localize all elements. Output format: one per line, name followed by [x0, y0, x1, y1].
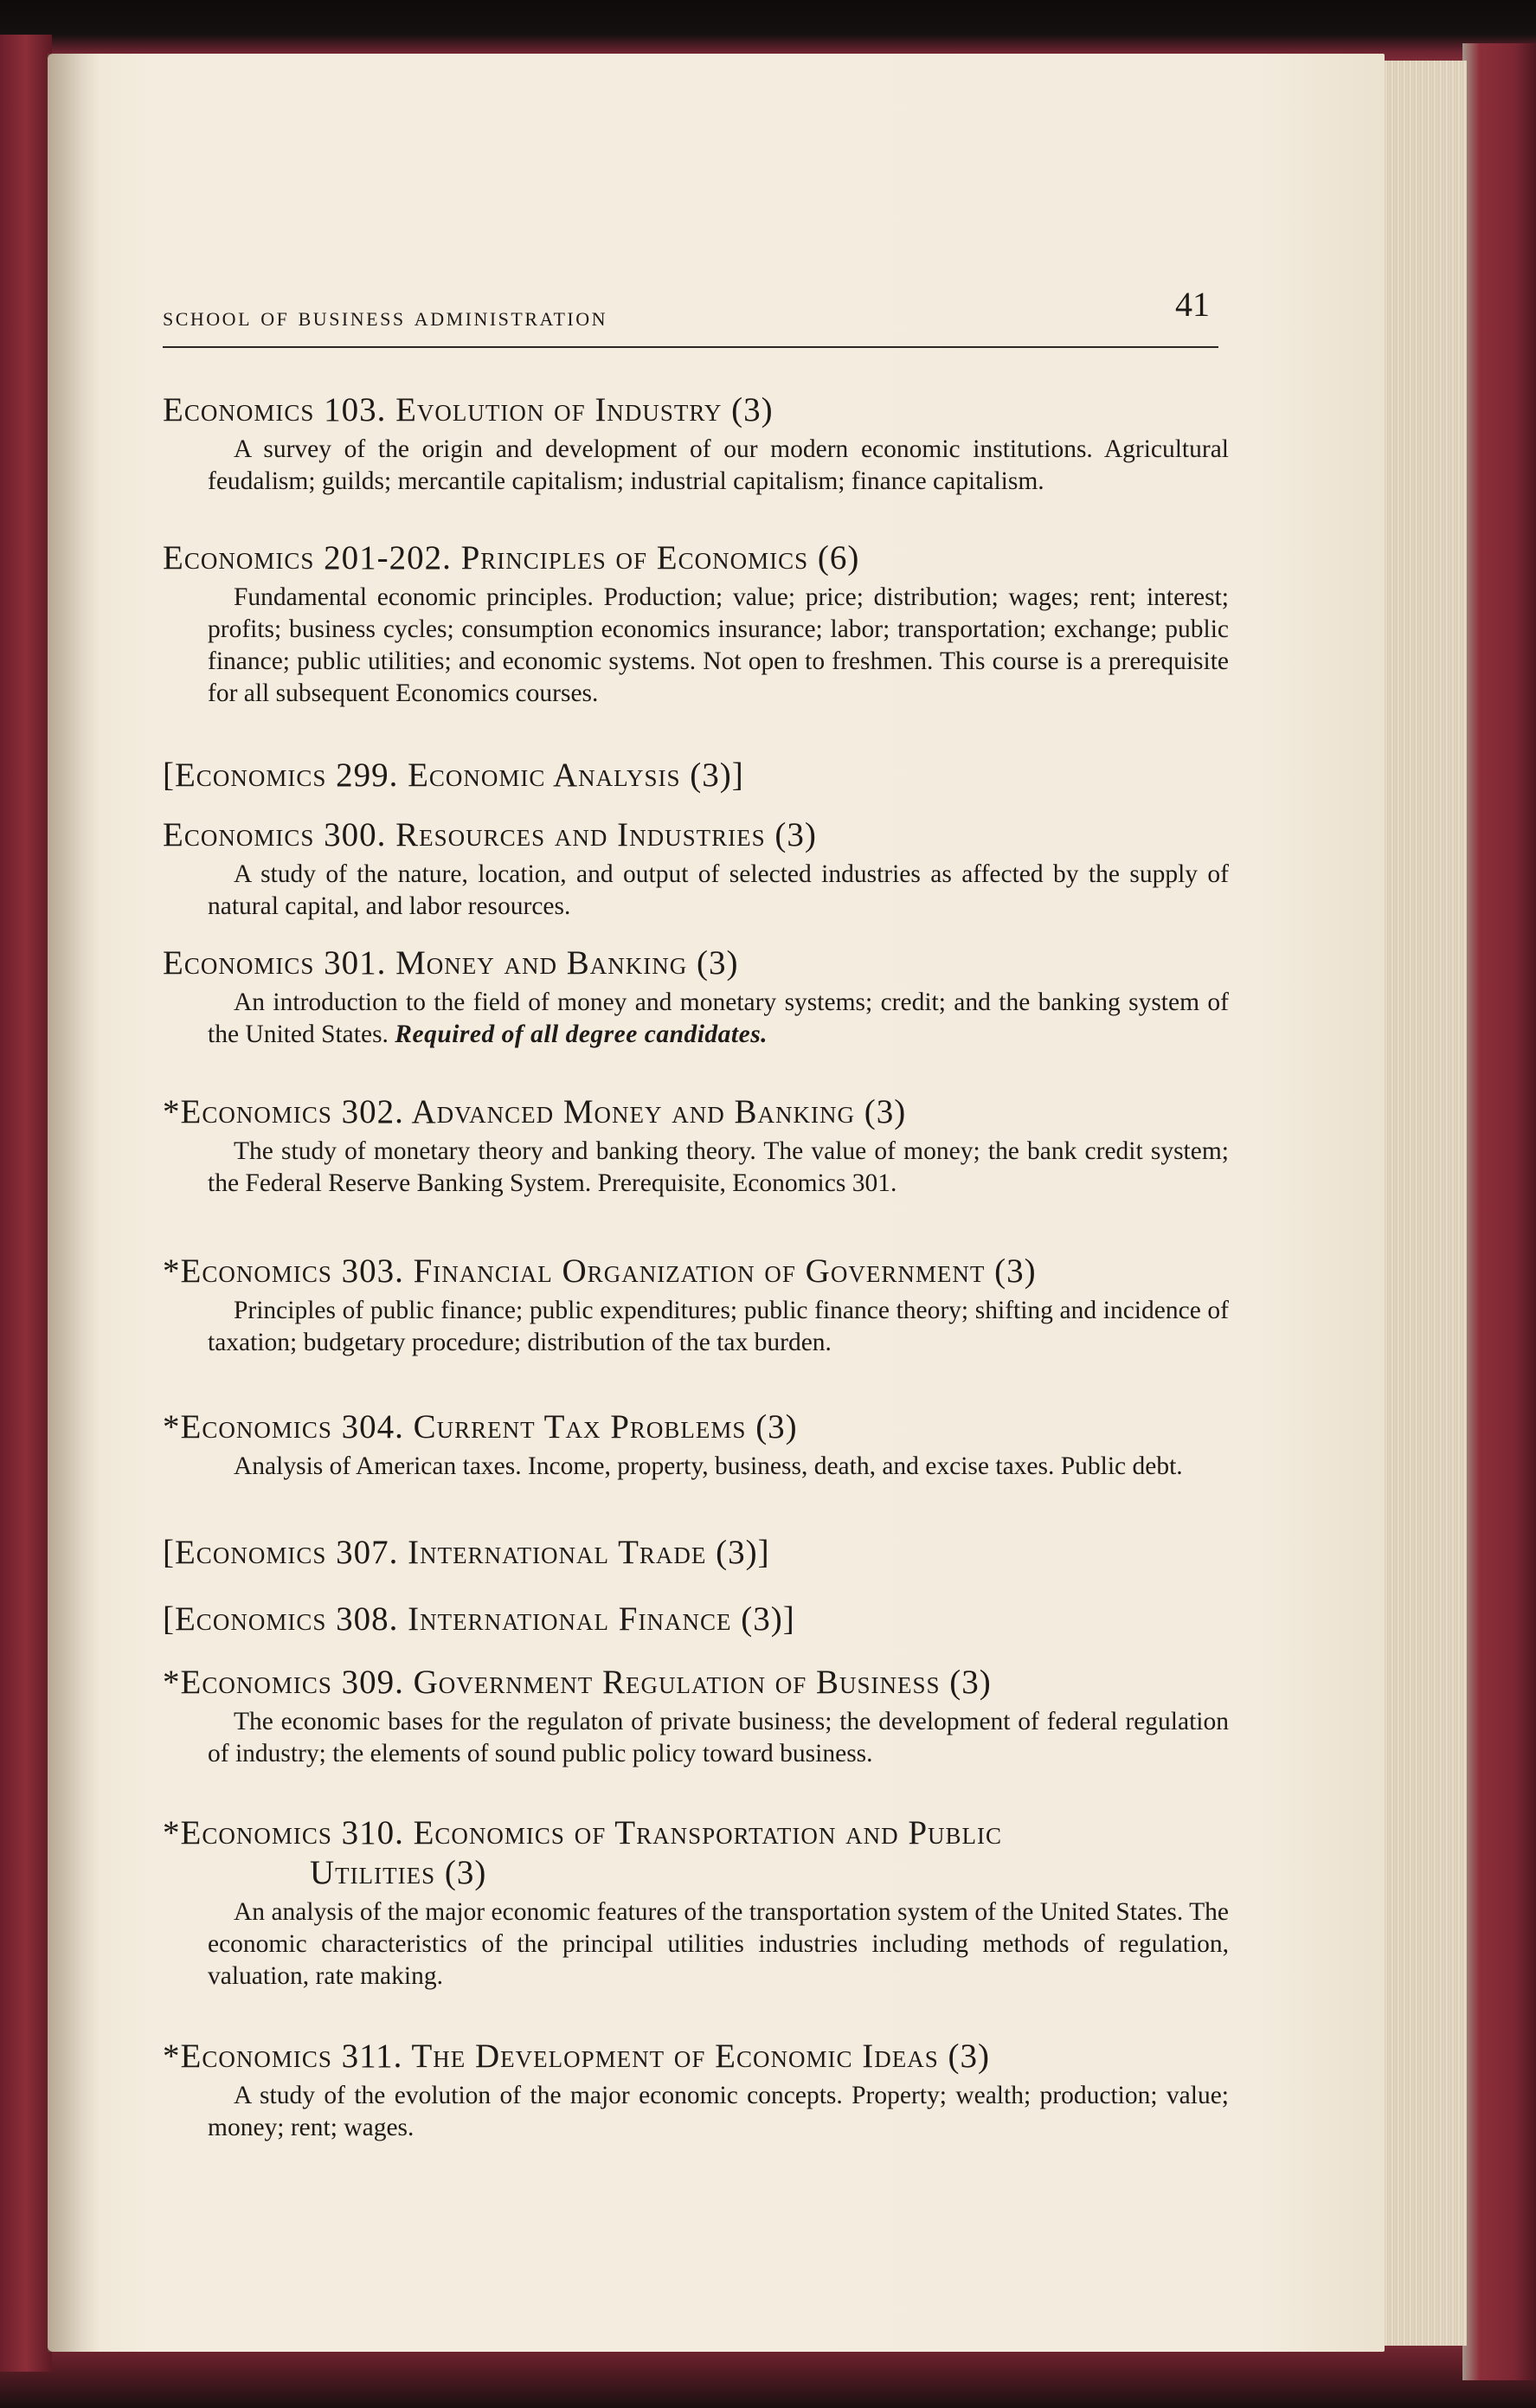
course-description: Fundamental economic principles. Production; value; price; distribution; wages; rent; interest; profits; business cycles; consumption economics insurance; labor; transportation; exchange; public finance; public utilities; and economic systems. Not open to freshmen. This course is a prerequisite for all subsequent Economics courses.: [208, 583, 1229, 707]
course-title: *Economics 311. The Development of Economic Ideas (3): [163, 2038, 990, 2075]
course-description: A survey of the origin and development of our modern economic institutions. Agricultural feudalism; guilds; mercantile capitalism; industrial capitalism; finance capitalism.: [208, 435, 1229, 495]
running-head: [163, 279, 1218, 357]
course-title: *Economics 309. Government Regulation of Business (3): [163, 1664, 992, 1701]
course-title: *Economics 310. Economics of Transportation and Public: [163, 1814, 1003, 1851]
course-title: *Economics 302. Advanced Money and Banking (3): [163, 1093, 907, 1130]
course-title: Economics 103. Evolution of Industry (3): [163, 391, 774, 428]
course-entry: [163, 1663, 1236, 1770]
course-requirement-note: Required of all degree candidates.: [395, 1021, 768, 1048]
course-description: A study of the nature, location, and output of selected industries as affected by the supply of natural capital, and labor resources.: [208, 860, 1229, 920]
course-description: An analysis of the major economic features of the transportation system of the United States. The economic characteristics of the principal utilities industries including methods of regulation, valuation, rate making.: [208, 1898, 1229, 1990]
course-entry: [163, 756, 1236, 795]
course-title-continued: Utilities (3): [310, 1854, 487, 1891]
course-description: Principles of public finance; public expenditures; public finance theory; shifting and incidence of taxation; budgetary procedure; distribution of the tax burden.: [208, 1297, 1229, 1356]
course-title: [Economics 308. International Finance (3)]: [163, 1600, 795, 1638]
course-entry: [163, 538, 1236, 710]
course-description: Analysis of American taxes. Income, property, business, death, and excise taxes. Public debt.: [234, 1452, 1183, 1480]
course-title: *Economics 304. Current Tax Problems (3): [163, 1408, 798, 1445]
course-title: Economics 300. Resources and Industries (3): [163, 816, 817, 853]
course-title: Economics 201-202. Principles of Economics (6): [163, 539, 860, 576]
course-title: *Economics 303. Financial Organization of Government (3): [163, 1252, 1037, 1290]
course-title: Economics 301. Money and Banking (3): [163, 944, 739, 982]
course-entry: [163, 815, 1236, 923]
course-description: The economic bases for the regulaton of private business; the development of federal regulation of industry; the elements of sound public policy toward business.: [208, 1708, 1229, 1767]
course-entry: [163, 390, 1236, 498]
course-entry: [163, 1407, 1236, 1483]
running-head-title: school of business administration: [163, 301, 608, 332]
course-entry: [163, 1252, 1236, 1359]
course-description: An introduction to the field of money and monetary systems; credit; and the banking system of the United States. Required of all degree candidates.: [208, 988, 1229, 1048]
running-head-rule: [163, 346, 1218, 348]
course-entry: [163, 1813, 1236, 1993]
course-entry: [163, 1092, 1236, 1200]
course-description: The study of monetary theory and banking theory. The value of money; the bank credit system; the Federal Reserve Banking System. Prerequisite, Economics 301.: [208, 1137, 1229, 1197]
course-entry: [163, 1600, 1236, 1639]
course-title: [Economics 299. Economic Analysis (3)]: [163, 757, 744, 794]
page-number: 41: [1175, 285, 1210, 324]
course-entry: [163, 2037, 1236, 2144]
course-description: A study of the evolution of the major economic concepts. Property; wealth; production; value; money; rent; wages.: [208, 2082, 1229, 2141]
course-entry: [163, 943, 1236, 1051]
course-title: [Economics 307. International Trade (3)]: [163, 1534, 770, 1571]
course-entry: [163, 1533, 1236, 1573]
